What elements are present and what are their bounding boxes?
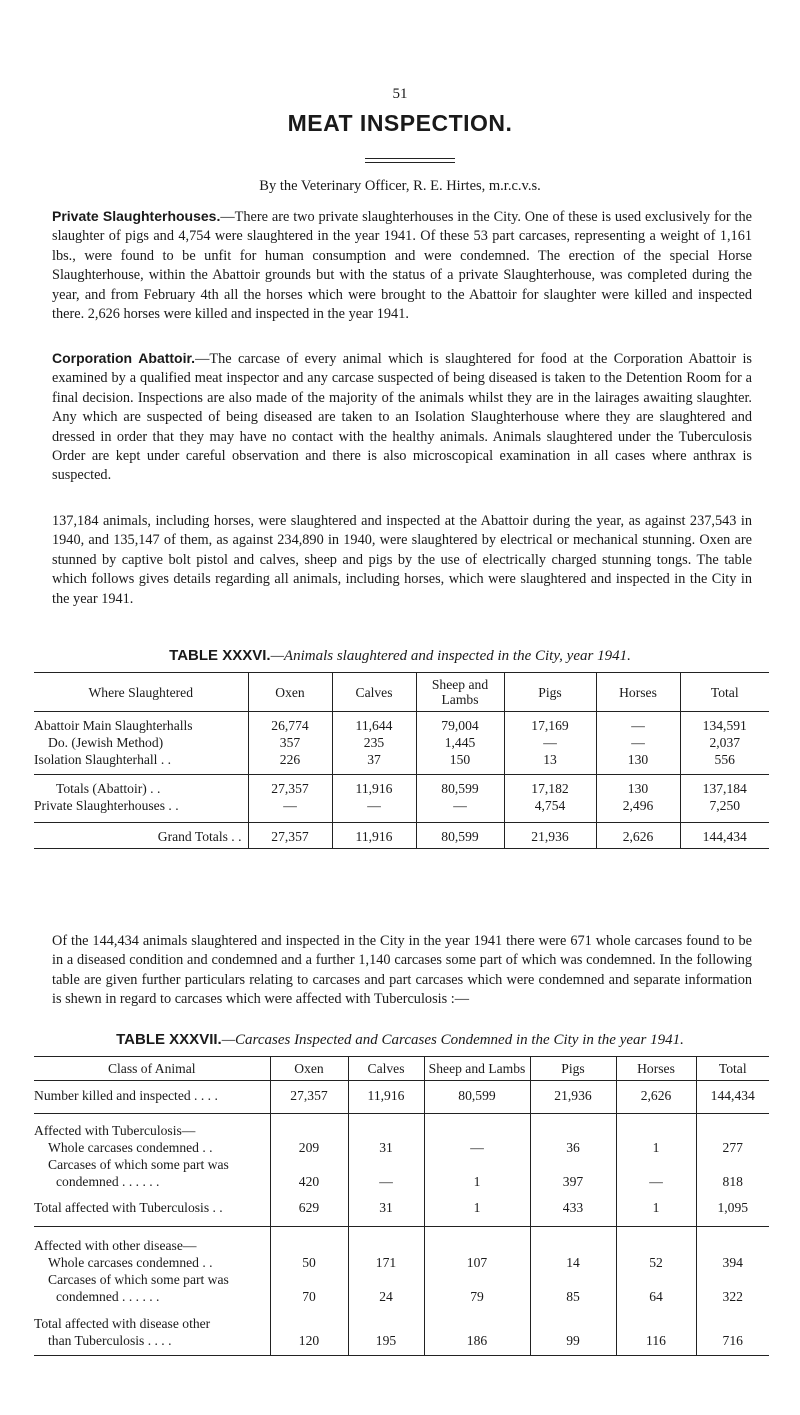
table-cell: 226 <box>248 751 332 775</box>
table-cell: 79,004 <box>416 712 504 735</box>
column-header: Calves <box>348 1057 424 1081</box>
table-cell: 24 <box>348 1288 424 1305</box>
table-row <box>34 751 769 775</box>
table-header-row <box>34 673 769 712</box>
table-cell: 397 <box>530 1173 616 1190</box>
table-cell: 11,916 <box>332 823 416 849</box>
table-cell: 1 <box>616 1139 696 1156</box>
table-cell: 2,626 <box>616 1081 696 1114</box>
table-row <box>34 1156 769 1173</box>
table-cell: 186 <box>424 1332 530 1356</box>
paragraph-text: —There are two private slaughterhouses in the City. One of these is used exclusively for the slaughter of pigs and 4,754 were slaughtered in the year 1941. Of these 53 part carcases, representing a weight of 1,161 lbs., were found to be unfit for human consumption and were condemned. The erection of the special Horse Slaughterhouse, within the Abattoir grounds but with the status of a private Slaughterhouse, was completed during the year, and from February 4th all the horses which were brought to the Abattoir for slaughter were killed and inspected there. 2,626 horses were killed and inspected in the year 1941. <box>52 209 752 323</box>
row-label: Carcases of which some part was <box>48 1272 229 1287</box>
paragraph-text: 137,184 animals, including horses, were slaughtered and inspected at the Abattoir during the year, as against 237,543 in 1940, and 135,147 of them, as against 234,890 in 1940, were slaughtered by electrical or mechanical stunning. Oxen are stunned by captive bolt pistol and calves, sheep and pigs by the use of electrically charged stunning tongs. The table which follows gives details regarding all animals, including horses, which were slaughtered and inspected in the City in the year 1941. <box>52 513 752 607</box>
table-row <box>34 775 769 798</box>
table-cell: 420 <box>270 1173 348 1190</box>
table-cell: 17,169 <box>504 712 596 735</box>
table-cell: — <box>596 712 680 735</box>
row-label: Number killed and inspected . . . . <box>34 1081 270 1114</box>
paragraph-lead: Corporation Abattoir. <box>52 350 196 366</box>
title-rule-upper <box>365 158 455 159</box>
table-cell: 394 <box>696 1254 769 1271</box>
row-label: Total affected with Tuberculosis . . <box>34 1190 270 1227</box>
column-header: Oxen <box>270 1057 348 1081</box>
table-cell: 107 <box>424 1254 530 1271</box>
table-cell: 322 <box>696 1288 769 1305</box>
table-title: —Carcases Inspected and Carcases Condemned in the City in the year 1941. <box>221 1032 684 1048</box>
table-cell: 818 <box>696 1173 769 1190</box>
column-header: Where Slaughtered <box>34 673 248 712</box>
column-header: Horses <box>596 673 680 712</box>
table-cell: 1,445 <box>416 734 504 751</box>
table-number: TABLE XXXVII. <box>116 1031 222 1048</box>
row-label: Isolation Slaughterhall . . <box>34 751 248 775</box>
row-label: Abattoir Main Slaughterhalls <box>34 718 193 733</box>
table-cell: 2,626 <box>596 823 680 849</box>
table-cell: 171 <box>348 1254 424 1271</box>
section-heading: Affected with Tuberculosis— <box>34 1123 196 1138</box>
row-label: Total affected with disease other <box>34 1316 211 1331</box>
table-cell: 80,599 <box>424 1081 530 1114</box>
table-row-killed <box>34 1081 769 1114</box>
table-cell: — <box>424 1139 530 1156</box>
table-row-other-total <box>34 1332 769 1356</box>
table-cell: 2,496 <box>596 797 680 823</box>
row-label: condemned . . . . . . <box>56 1174 160 1189</box>
table-carcases-condemned <box>34 1056 769 1356</box>
table-cell: 120 <box>270 1332 348 1356</box>
table-cell: 17,182 <box>504 775 596 798</box>
column-header: Oxen <box>248 673 332 712</box>
table-cell: 27,357 <box>270 1081 348 1114</box>
table36-caption <box>0 647 800 665</box>
table-cell: 1,095 <box>696 1190 769 1227</box>
table-cell: 1 <box>616 1190 696 1227</box>
table-cell: 80,599 <box>416 823 504 849</box>
column-header: Calves <box>332 673 416 712</box>
row-label: than Tuberculosis . . . . <box>34 1332 270 1356</box>
table-cell: 1 <box>424 1190 530 1227</box>
paragraph-carcases-condemned <box>52 932 752 1010</box>
table-cell: 36 <box>530 1139 616 1156</box>
section-heading: Affected with other disease— <box>34 1238 197 1253</box>
row-label: Totals (Abattoir) . . <box>56 781 161 796</box>
table-row <box>34 1288 769 1305</box>
table-row-grand-total <box>34 823 769 849</box>
table-cell: 27,357 <box>248 823 332 849</box>
table-animals-slaughtered <box>34 672 769 849</box>
table-row-tb-total <box>34 1190 769 1227</box>
table-cell: 7,250 <box>680 797 769 823</box>
table-cell: 134,591 <box>680 712 769 735</box>
table-row <box>34 1114 769 1140</box>
table-cell: 144,434 <box>696 1081 769 1114</box>
table-cell: 716 <box>696 1332 769 1356</box>
table-number: TABLE XXXVI. <box>169 647 271 664</box>
column-header: Horses <box>616 1057 696 1081</box>
table-cell: 116 <box>616 1332 696 1356</box>
column-header: Class of Animal <box>34 1057 270 1081</box>
table-cell: 195 <box>348 1332 424 1356</box>
table-cell: — <box>616 1173 696 1190</box>
paragraph-corporation-abattoir <box>52 349 752 486</box>
table-cell: 21,936 <box>504 823 596 849</box>
table-row <box>34 1271 769 1288</box>
table-row <box>34 1139 769 1156</box>
table-cell: 130 <box>596 775 680 798</box>
table-cell: 37 <box>332 751 416 775</box>
table37-caption <box>0 1031 800 1049</box>
row-label: condemned . . . . . . <box>56 1289 160 1304</box>
table-cell: 11,916 <box>348 1081 424 1114</box>
table-cell: 14 <box>530 1254 616 1271</box>
table-cell: 31 <box>348 1139 424 1156</box>
row-label: Private Slaughterhouses . . <box>34 797 248 823</box>
table-cell: — <box>416 797 504 823</box>
table-cell: 209 <box>270 1139 348 1156</box>
table-cell: 2,037 <box>680 734 769 751</box>
paragraph-private-slaughterhouses <box>52 207 752 324</box>
table-cell: 26,774 <box>248 712 332 735</box>
table-cell: 64 <box>616 1288 696 1305</box>
row-label: Whole carcases condemned . . <box>48 1255 213 1270</box>
table-cell: 130 <box>596 751 680 775</box>
table-cell: 556 <box>680 751 769 775</box>
table-title: —Animals slaughtered and inspected in the City, year 1941. <box>270 648 631 664</box>
column-header: Total <box>696 1057 769 1081</box>
table-cell: 4,754 <box>504 797 596 823</box>
table-cell: 1 <box>424 1173 530 1190</box>
paragraph-text: Of the 144,434 animals slaughtered and inspected in the City in the year 1941 there were 671 whole carcases found to be in a diseased condition and condemned and a further 1,140 carcases some part of which was condemned. In the following table are given further particulars relating to carcases and part carcases which were condemned and separate information is shewn in regard to carcases which were affected with Tuberculosis :— <box>52 933 752 1008</box>
table-cell: 31 <box>348 1190 424 1227</box>
title-rule-lower <box>365 162 455 163</box>
row-label: Grand Totals . . <box>34 823 248 849</box>
column-header: Total <box>680 673 769 712</box>
paragraph-text: —The carcase of every animal which is slaughtered for food at the Corporation Abattoir is examined by a qualified meat inspector and any carcase suspected of being diseased is taken to the Detention Room for a final decision. Inspections are also made of the majority of the animals whilst they are in the lairages awaiting slaughter. Any which are suspected of being diseased are taken to an Isolation Slaughterhouse where they are slaughtered and dressed in order that they may have no contact with the healthy animals. Animals slaughtered under the Tuberculosis Order are kept under careful observation and there is also microscopical examination in all cases where anthrax is suspected. <box>52 351 752 484</box>
table-cell: 13 <box>504 751 596 775</box>
table-cell: 235 <box>332 734 416 751</box>
table-cell: 79 <box>424 1288 530 1305</box>
table-cell: 99 <box>530 1332 616 1356</box>
page-title: MEAT INSPECTION. <box>287 110 513 136</box>
table-cell: 357 <box>248 734 332 751</box>
table-cell: 629 <box>270 1190 348 1227</box>
table-cell: — <box>248 797 332 823</box>
table-cell: 277 <box>696 1139 769 1156</box>
table-cell: 433 <box>530 1190 616 1227</box>
table-cell: 11,916 <box>332 775 416 798</box>
table-cell: 70 <box>270 1288 348 1305</box>
table-header-row <box>34 1057 769 1081</box>
table-row <box>34 1305 769 1332</box>
table-cell: — <box>504 734 596 751</box>
paragraph-animals-slaughtered <box>52 512 752 609</box>
table-cell: 80,599 <box>416 775 504 798</box>
byline: By the Veterinary Officer, R. E. Hirtes, m.r.c.v.s. <box>259 178 541 194</box>
table-cell: — <box>332 797 416 823</box>
table-cell: 11,644 <box>332 712 416 735</box>
table-cell: — <box>596 734 680 751</box>
column-header: Sheep and Lambs <box>416 673 504 712</box>
table-cell: 150 <box>416 751 504 775</box>
table-row <box>34 712 769 735</box>
table-row <box>34 1254 769 1271</box>
table-row <box>34 1173 769 1190</box>
column-header: Pigs <box>504 673 596 712</box>
column-header: Sheep and Lambs <box>424 1057 530 1081</box>
table-cell: 85 <box>530 1288 616 1305</box>
row-label: Carcases of which some part was <box>48 1157 229 1172</box>
table-cell: 52 <box>616 1254 696 1271</box>
table-cell: 137,184 <box>680 775 769 798</box>
page-number: 51 <box>392 86 408 102</box>
table-row <box>34 1227 769 1255</box>
table-cell: — <box>348 1173 424 1190</box>
row-label: Do. (Jewish Method) <box>48 735 164 750</box>
table-cell: 27,357 <box>248 775 332 798</box>
column-header: Pigs <box>530 1057 616 1081</box>
table-cell: 50 <box>270 1254 348 1271</box>
paragraph-lead: Private Slaughterhouses. <box>52 208 221 224</box>
table-cell: 21,936 <box>530 1081 616 1114</box>
table-row <box>34 797 769 823</box>
table-cell: 144,434 <box>680 823 769 849</box>
row-label: Whole carcases condemned . . <box>48 1140 213 1155</box>
table-row <box>34 734 769 751</box>
